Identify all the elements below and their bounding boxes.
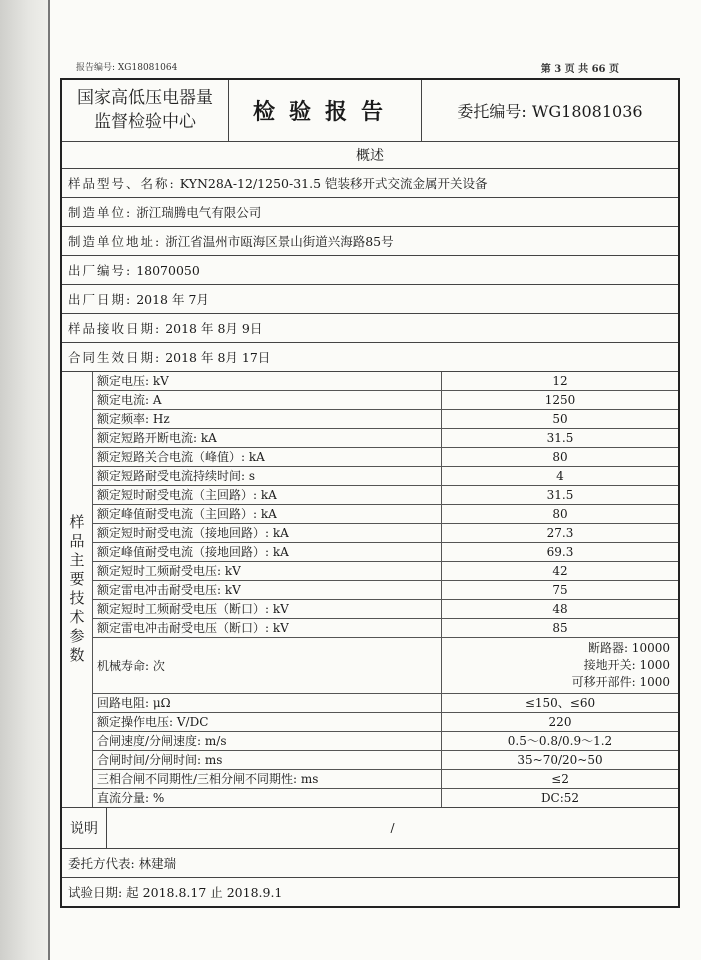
- param-row: [62, 750, 678, 769]
- note-row: [61, 807, 679, 848]
- params-table: [62, 372, 678, 807]
- param-row: [62, 485, 678, 504]
- param-value: 0.5～0.8/0.9～1.2: [442, 731, 679, 750]
- mechanical-life-values: [442, 637, 679, 693]
- param-name: 额定雷电冲击耐受电压（断口）: kV: [93, 618, 442, 637]
- param-row: [62, 561, 678, 580]
- param-value: 31.5: [442, 428, 679, 447]
- info-value: 2018 年 8月 9日: [165, 320, 263, 336]
- param-value: 27.3: [442, 523, 679, 542]
- info-label: 出厂编号:: [68, 262, 133, 278]
- param-row: [62, 599, 678, 618]
- entrust-label: 委托编号:: [457, 101, 527, 121]
- info-row: [61, 284, 679, 313]
- param-name: 额定短路关合电流（峰值）: kA: [93, 447, 442, 466]
- note-value: /: [390, 820, 395, 835]
- param-row: [62, 428, 678, 447]
- param-name: 回路电阻: μΩ: [93, 693, 442, 712]
- org-line1: 国家高低压电器量: [77, 88, 213, 109]
- param-row: [62, 523, 678, 542]
- info-row: [61, 197, 679, 226]
- param-value: ≤2: [442, 769, 679, 788]
- param-row: [62, 712, 678, 731]
- report-table: [60, 78, 680, 908]
- param-row: [62, 769, 678, 788]
- param-name: 额定雷电冲击耐受电压: kV: [93, 580, 442, 599]
- report-page: [48, 0, 701, 960]
- mechanical-life-row: [62, 637, 678, 693]
- info-value: 浙江省温州市瓯海区景山街道兴海路85号: [165, 233, 394, 249]
- param-value: 35~70/20~50: [442, 750, 679, 769]
- param-value: 42: [442, 561, 679, 580]
- param-name: 额定电流: A: [93, 390, 442, 409]
- info-label: 样品型号、名称:: [68, 175, 176, 191]
- param-name: 额定短路耐受电流持续时间: s: [93, 466, 442, 485]
- mechanical-breaker: 断路器: 10000: [587, 640, 670, 655]
- param-value: 75: [442, 580, 679, 599]
- param-value: 12: [442, 372, 679, 391]
- info-row: [61, 226, 679, 255]
- param-name: 额定短时耐受电流（主回路）: kA: [93, 485, 442, 504]
- param-row: [62, 409, 678, 428]
- section-title: 概述: [61, 141, 679, 168]
- param-value: 31.5: [442, 485, 679, 504]
- info-row: [61, 255, 679, 284]
- param-row: [62, 504, 678, 523]
- param-value: 1250: [442, 390, 679, 409]
- note-label: 说明: [62, 808, 107, 848]
- info-value: 浙江瑞腾电气有限公司: [136, 204, 262, 220]
- info-value: 2018 年 8月 17日: [165, 349, 271, 365]
- info-row: [61, 313, 679, 342]
- param-row: [62, 542, 678, 561]
- param-value: 80: [442, 504, 679, 523]
- param-row: [62, 618, 678, 637]
- entrust-value: WG18081036: [531, 101, 643, 121]
- info-label: 出厂日期:: [68, 291, 133, 307]
- params-section: [61, 371, 679, 807]
- info-label: 合同生效日期:: [68, 349, 162, 365]
- param-value: ≤150、≤60: [442, 693, 679, 712]
- param-name: 额定操作电压: V/DC: [93, 712, 442, 731]
- param-name: 额定电压: kV: [93, 372, 442, 391]
- param-value: 50: [442, 409, 679, 428]
- param-row: [62, 390, 678, 409]
- page-indicator: 第 3 页 共 66 页: [540, 64, 619, 75]
- param-name: 合闸速度/分闸速度: m/s: [93, 731, 442, 750]
- param-name: 合闸时间/分闸时间: ms: [93, 750, 442, 769]
- param-name: 直流分量: %: [93, 788, 442, 807]
- param-value: DC:52: [442, 788, 679, 807]
- info-value: 2018 年 7月: [136, 291, 209, 307]
- param-value: 220: [442, 712, 679, 731]
- mechanical-earthing: 接地开关: 1000: [583, 657, 670, 672]
- info-row: [61, 342, 679, 371]
- info-label: 制造单位地址:: [68, 233, 162, 249]
- param-name: 额定峰值耐受电流（主回路）: kA: [93, 504, 442, 523]
- param-row: [62, 447, 678, 466]
- info-label: 制造单位:: [68, 204, 133, 220]
- param-name: 机械寿命: 次: [93, 637, 442, 693]
- params-vertical-label: 样 品 主 要 技 术 参 数: [62, 372, 93, 807]
- info-row: [61, 168, 679, 197]
- param-value: 69.3: [442, 542, 679, 561]
- param-row: [62, 788, 678, 807]
- param-row: [62, 693, 678, 712]
- scan-binding-edge: [0, 0, 48, 960]
- info-value: 18070050: [136, 262, 200, 278]
- param-value: 48: [442, 599, 679, 618]
- info-value: KYN28A-12/1250-31.5 铠装移开式交流金属开关设备: [179, 175, 488, 191]
- param-row: [62, 466, 678, 485]
- param-row: [62, 372, 678, 391]
- mechanical-removable: 可移开部件: 1000: [571, 674, 670, 689]
- issuing-organization: [61, 79, 229, 141]
- param-name: 额定短时工频耐受电压: kV: [93, 561, 442, 580]
- client-representative: 委托方代表: 林建瑞: [61, 848, 679, 877]
- param-name: 额定短时工频耐受电压（断口）: kV: [93, 599, 442, 618]
- test-date: 试验日期: 起 2018.8.17 止 2018.9.1: [61, 877, 679, 907]
- info-label: 样品接收日期:: [68, 320, 162, 336]
- report-title: 检验报告: [229, 79, 422, 141]
- param-name: 额定短时耐受电流（接地回路）: kA: [93, 523, 442, 542]
- param-value: 80: [442, 447, 679, 466]
- param-name: 三相合闸不同期性/三相分闸不同期性: ms: [93, 769, 442, 788]
- report-number: 报告编号: XG18081064: [76, 63, 178, 73]
- param-name: 额定短路开断电流: kA: [93, 428, 442, 447]
- entrust-number: [422, 79, 680, 141]
- param-name: 额定频率: Hz: [93, 409, 442, 428]
- param-row: [62, 580, 678, 599]
- org-line2: 监督检验中心: [94, 112, 196, 133]
- param-value: 85: [442, 618, 679, 637]
- param-row: [62, 731, 678, 750]
- param-value: 4: [442, 466, 679, 485]
- param-name: 额定峰值耐受电流（接地回路）: kA: [93, 542, 442, 561]
